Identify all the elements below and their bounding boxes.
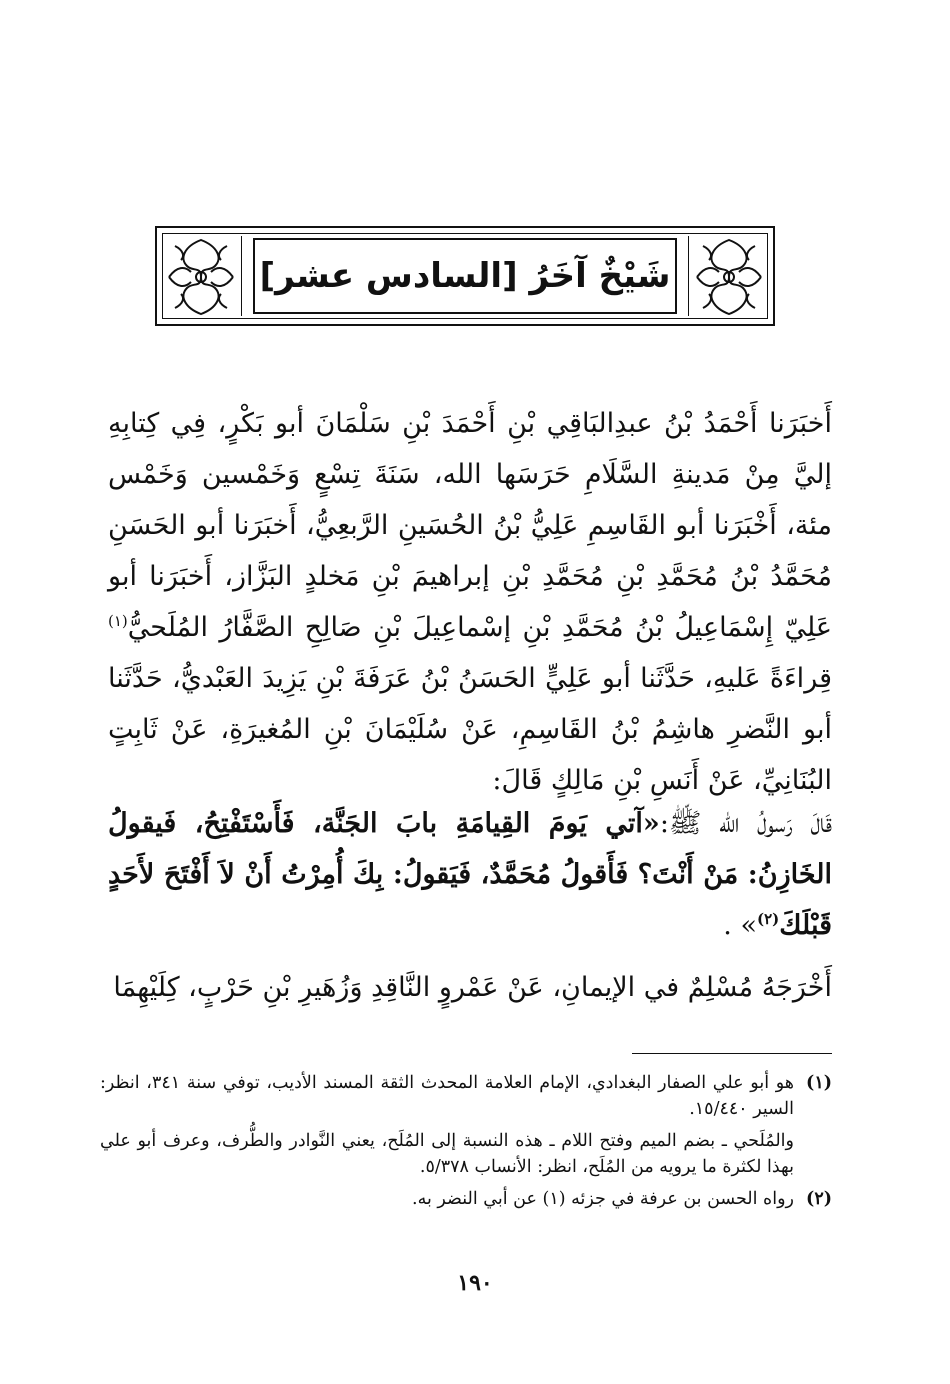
ornament-divider [688,236,689,316]
ornament-divider [241,236,242,316]
floral-ornament-icon [693,236,765,318]
title-banner [155,226,775,326]
page-number: ١٩٠ [457,1270,493,1296]
hadith-text: «آتي يَومَ القِيامَةِ بابَ الجَنَّة، فَأَسْتَفْتِحُ، فَيقولُ الخَازِنُ: مَنْ أَنْتَ؟ فَأَقولُ مُحَمَّدٌ، فَيَقولُ: بِكَ أُمِرْتُ أَنْ لاَ أَفْتَحَ لأَحَدٍ قَبْلَكَ [108,808,832,941]
footnote-1 [100,1070,832,1122]
footnote-continuation: والمُلَحي ـ بضم الميم وفتح اللام ـ هذه النسبة إلى المُلَح، يعني النَّوادر والطُّرف، وعرف أبو علي بهذا لكثرة ما يرويه من المُلَح، انظر: الأنساب ٥/٣٧٨. [100,1131,794,1177]
hadith-end: » . [723,910,757,941]
isnad-text: أَخبَرَنا أَحْمَدُ بْنُ عبدِالبَاقِي بْنِ أَحْمَدَ بْنِ سَلْمَانَ أبو بَكْرٍ، فِي كِتابِهِ إليَّ مِنْ مَدينةِ السَّلَامِ حَرَسَها الله، سَنَةَ تِسْعٍ وَخَمْسين وَخَمْس مئة، أَخْبَرَنا أبو القَاسِمِ عَلِيُّ بْنُ الحُسَينِ الرَّبعِيُّ، أَخبَرَنا أبو الحَسَنِ مُحَمَّدُ بْنُ مُحَمَّدِ بْنِ مُحَمَّدِ بْنِ إبراهيمَ بْنِ مَخلدٍ البَزَّاز، أَخبَرَنا أبو عَلِيّ إِسْمَاعِيلُ بْنُ مُحَمَّدِ بْنِ إسْماعِيلَ بْنِ صَالِحِ الصَّفَّارُ المُلَحيُّ [108,408,832,643]
hadith-intro: قَالَ رَسولُ الله ﷺ: [659,808,832,839]
isnad-paragraph [108,398,832,806]
takhrij-paragraph: أَخْرَجَهُ مُسْلِمٌ في الإيمانِ، عَنْ عَمْروٍ النَّاقِدِ وَزُهَيرِ بْنِ حَرْبٍ، كِلَيْهِمَا [113,972,832,1003]
footnote-2 [100,1186,832,1212]
footnote-text: رواه الحسن بن عرفة في جزئه (١) عن أبي النضر به. [412,1189,794,1209]
isnad-continuation: قِراءَةً عَليهِ، حَدَّثَنا أبو عَلِيٍّ الحَسَنُ بْنُ عَرَفَةَ بْنِ يَزِيدَ العَبْديُّ، حَدَّثَنا أبو النَّضرِ هاشِمُ بْنُ القَاسِمِ، عَنْ سُلَيْمَانَ بْنِ المُغيرَةِ، عَنْ ثَابِتٍ البُنَانِيِّ، عَنْ أَنَسِ بْنِ مَالِكٍ قَالَ: [108,663,832,796]
footnote-ref: (٢) [756,910,780,928]
footnote-ref: (١) [108,612,128,630]
hadith-paragraph [108,798,832,951]
floral-ornament-icon [165,236,237,318]
footnote-divider [632,1053,832,1054]
title-frame [253,238,677,314]
footnote-number: (١) [806,1073,832,1093]
footnote-text: هو أبو علي الصفار البغدادي، الإمام العلامة المحدث الثقة المسند الأديب، توفي سنة ٣٤١، انظر: السير ١٥/٤٤٠. [100,1073,794,1119]
footnotes [100,1070,832,1218]
footnote-number: (٢) [806,1189,832,1209]
chapter-title: شَيْخٌ آخَرُ [السادس عشر] [259,256,671,296]
